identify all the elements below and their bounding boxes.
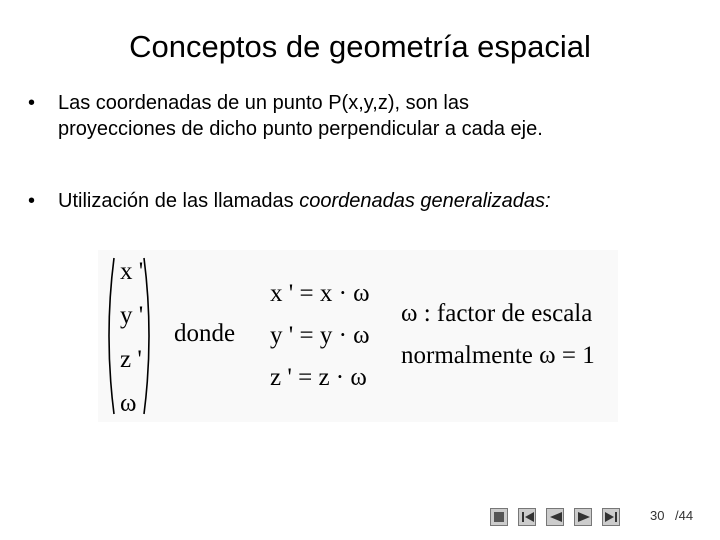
previous-page-icon[interactable] [546,508,564,526]
equation: z ' = z · ω [270,364,367,391]
current-page-number: 30 [650,508,665,523]
total-pages: /44 [675,508,694,523]
slide-title: Conceptos de geometría espacial [129,29,591,64]
bullet-text [58,90,543,142]
donde-label: donde [174,320,236,347]
scale-factor-note: ω : factor de escala [401,300,593,327]
equation: x ' = x · ω [270,280,370,307]
bullet-text [58,188,551,214]
toc-icon[interactable] [490,508,508,526]
formula-image [98,250,618,422]
default-value-note: normalmente ω = 1 [401,342,595,369]
vector-entry: y ' [120,302,144,329]
vector-entry: ω [120,390,137,417]
equation: y ' = y · ω [270,322,370,349]
bullet-line: Las coordenadas de un punto P(x,y,z), son las [58,92,469,114]
bullet-line: proyecciones de dicho punto perpendicular a cada eje. [58,118,543,140]
bullet-text-italic: coordenadas generalizadas: [299,190,551,212]
first-page-icon[interactable] [518,508,536,526]
last-page-icon[interactable] [602,508,620,526]
vector-entry: z ' [120,346,142,373]
coordinate-vector [102,256,152,416]
bullet-marker: • [28,190,36,212]
vector-entry: x ' [120,258,144,285]
next-page-icon[interactable] [574,508,592,526]
bullet-marker: • [28,92,36,114]
bullet-text-plain: Utilización de las llamadas [58,190,300,212]
